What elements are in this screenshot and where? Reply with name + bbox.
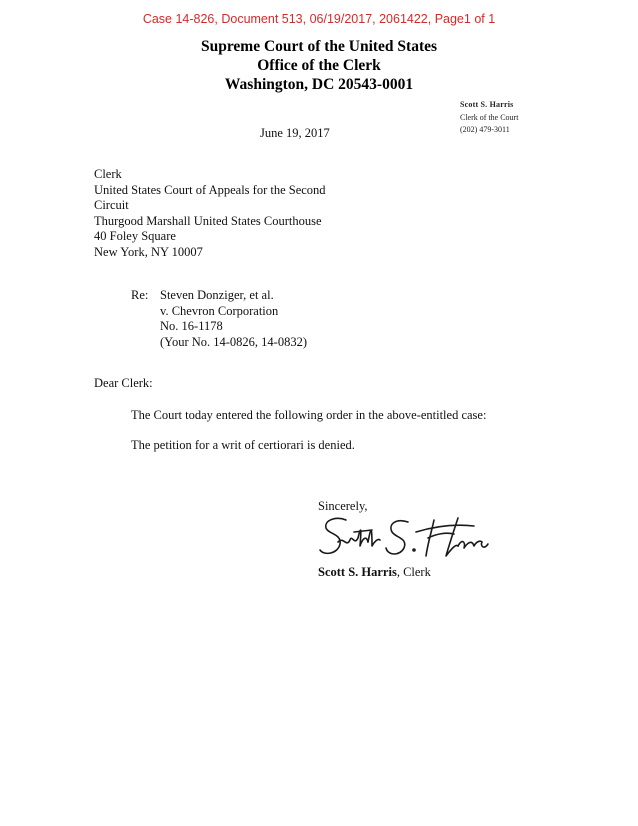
address-line: 40 Foley Square [94,229,176,243]
clerk-phone: (202) 479-3011 [460,125,510,134]
address-line: New York, NY 10007 [94,244,203,259]
header-office: Office of the Clerk [257,57,381,74]
case-filing-stamp: Case 14-826, Document 513, 06/19/2017, 2061422, Page1 of 1 [142,12,496,26]
clerk-name: Scott S. Harris [460,100,514,109]
re-line: v. Chevron Corporation [160,303,279,318]
re-case-caption [160,288,307,350]
re-line: (Your No. 14-0826, 14-0832) [160,334,307,349]
salutation: Dear Clerk: [94,376,153,390]
header-address: Washington, DC 20543-0001 [224,76,414,93]
address-line: Circuit [94,198,129,212]
recipient-address [94,167,326,260]
address-line: Thurgood Marshall United States Courthouse [94,213,322,228]
handwritten-signature [316,512,491,568]
address-line: Clerk [94,167,122,181]
clerk-info-block [460,99,518,137]
signatory-name: Scott S. Harris [318,565,397,579]
clerk-title: Clerk of the Court [460,112,519,122]
signatory-title: , Clerk [396,565,431,579]
signatory [318,565,431,581]
letter-date: June 19, 2017 [260,126,330,140]
re-label: Re: [131,288,149,302]
closing-sincerely: Sincerely, [318,499,368,513]
header-court-name: Supreme Court of the United States [200,38,438,55]
order-text: The petition for a writ of certiorari is denied. [131,438,355,452]
address-line: United States Court of Appeals for the Second [94,182,326,197]
re-line: No. 16-1178 [160,319,223,333]
re-line: Steven Donziger, et al. [160,288,274,302]
order-paragraph: The Court today entered the following order in the above-entitled case: [131,408,487,422]
